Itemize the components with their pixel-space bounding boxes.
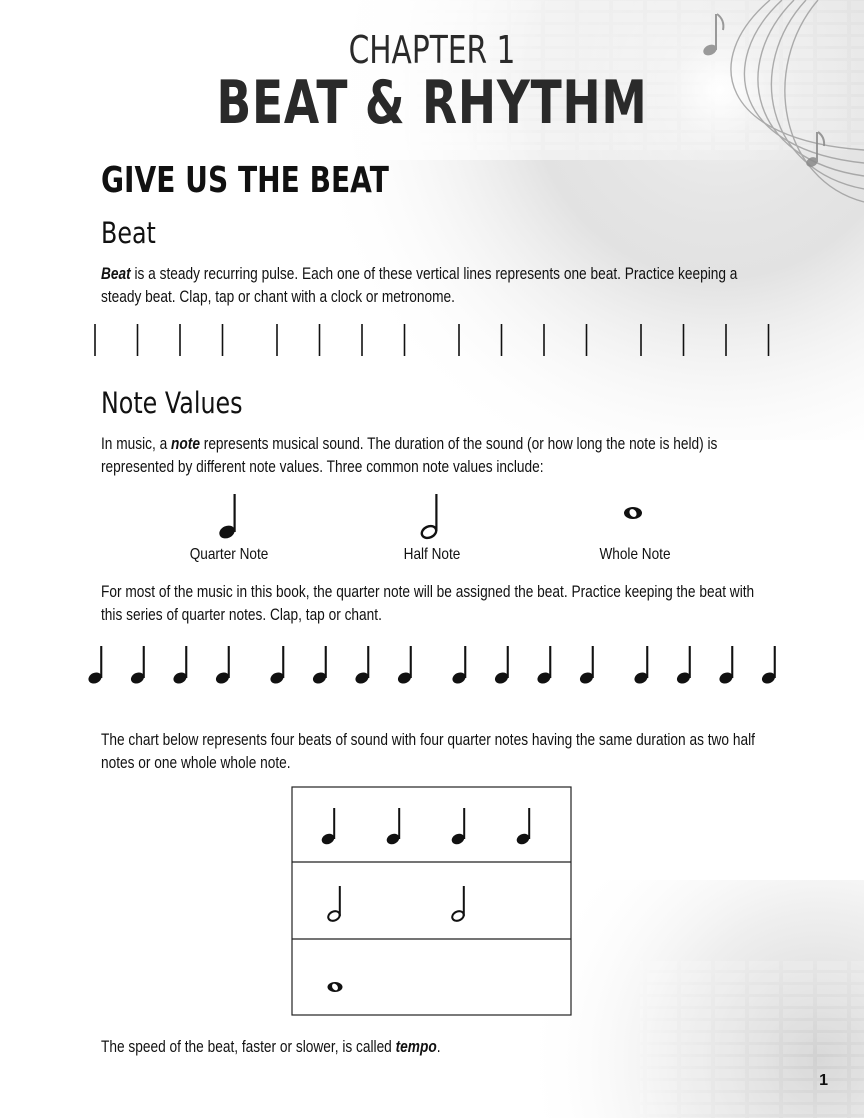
note-values-intro — [101, 433, 765, 479]
tempo-paragraph — [101, 1036, 765, 1059]
quarter-note-icon — [718, 646, 735, 686]
half-note-icon — [412, 488, 452, 548]
quarter-note-icon — [210, 488, 250, 548]
tempo-suffix: . — [436, 1038, 441, 1056]
quarter-note-icon — [129, 646, 146, 686]
quarter-note-icon — [311, 646, 328, 686]
beat-paragraph — [101, 263, 765, 309]
half-note-caption: Half Note — [403, 546, 461, 563]
quarter-note-icon — [633, 646, 650, 686]
quarter-note-caption: Quarter Note — [189, 546, 269, 563]
quarter-note-icon — [87, 646, 104, 686]
beat-text: is a steady recurring pulse. Each one of these vertical lines represents one beat. Practice keeping a steady beat. Clap, tap or chant with a clock or metronome. — [101, 265, 738, 306]
note-term: note — [171, 435, 200, 453]
beat-term: Beat — [101, 265, 131, 283]
quarter-note-icon — [760, 646, 777, 686]
quarter-note-icon — [269, 646, 286, 686]
whole-note-icon — [615, 500, 655, 530]
section-heading: GIVE US THE BEAT — [101, 160, 389, 201]
quarter-note-icon — [675, 646, 692, 686]
beat-lines — [0, 318, 864, 364]
chart-row-whole-note — [328, 982, 343, 992]
quarter-note-icon — [493, 646, 510, 686]
note-values-heading: Note Values — [101, 386, 243, 420]
tempo-prefix: The speed of the beat, faster or slower, is called — [101, 1038, 396, 1056]
page-number: 1 — [819, 1072, 828, 1089]
quarter-note-icon — [354, 646, 371, 686]
note-value-chart — [291, 786, 573, 1017]
practice-paragraph: For most of the music in this book, the quarter note will be assigned the beat. Practice keeping the beat with this series of quarter notes. Clap, tap or chant. — [101, 583, 755, 624]
tempo-term: tempo — [395, 1038, 437, 1056]
quarter-note-icon — [214, 646, 231, 686]
intro-prefix: In music, a — [101, 435, 172, 453]
beat-heading: Beat — [101, 216, 156, 250]
chapter-title: BEAT & RHYTHM — [216, 68, 648, 138]
quarter-note-series — [0, 642, 864, 692]
quarter-note-icon — [536, 646, 553, 686]
quarter-note-icon — [451, 646, 468, 686]
chapter-label: CHAPTER 1 — [348, 28, 516, 72]
chart-intro: The chart below represents four beats of sound with four quarter notes having the same duration as two half notes or one whole whole note. — [101, 731, 755, 772]
whole-note-icon — [328, 982, 343, 992]
quarter-note-icon — [396, 646, 413, 686]
quarter-note-icon — [172, 646, 189, 686]
intro-suffix: represents musical sound. The duration of the sound (or how long the note is held) is represented by different note values. Three common note values include: — [101, 435, 718, 476]
quarter-note-icon — [578, 646, 595, 686]
whole-note-caption: Whole Note — [599, 546, 671, 563]
